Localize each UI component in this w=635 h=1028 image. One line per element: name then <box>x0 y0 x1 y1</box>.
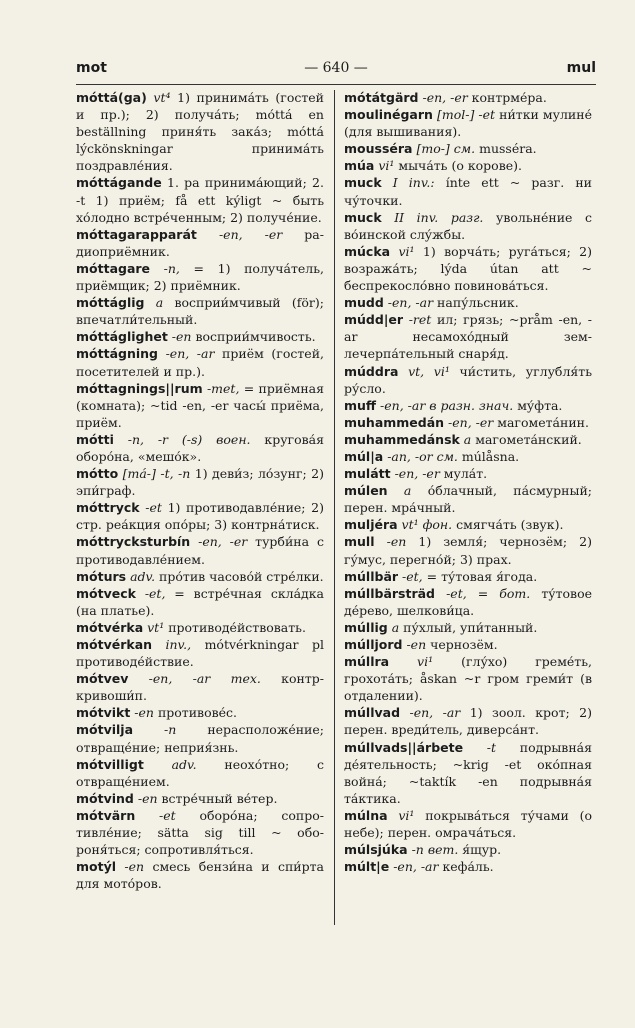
entry-headword: múlt|e <box>344 859 390 875</box>
dictionary-entry <box>344 397 592 414</box>
entry-definition: смягча́ть (звук). <box>452 517 564 533</box>
entry-definition: нерасположе́ние; отвраще́ние; неприя́знь. <box>76 722 324 755</box>
entry-definition: контркривоши́п. <box>76 671 325 704</box>
entry-headword: móttagare <box>76 260 151 276</box>
entry-grammar: -met, = <box>202 380 255 396</box>
entry-grammar: -en, -ar <box>389 859 439 875</box>
entry-headword: moulinégarn <box>344 107 433 123</box>
entry-headword: móttáglig <box>76 295 145 311</box>
dictionary-entry <box>76 380 324 431</box>
entry-grammar: -en <box>130 705 154 721</box>
entry-headword: múlljord <box>344 637 403 652</box>
entry-definition: контрме́ра. <box>467 90 547 105</box>
dictionary-entry <box>76 533 324 567</box>
entry-grammar: -n вет. <box>407 842 459 858</box>
entry-grammar: I inv.: <box>381 175 435 191</box>
entry-grammar: adv. <box>126 568 156 584</box>
dictionary-entry <box>344 636 592 653</box>
dictionary-entry <box>344 739 592 807</box>
entry-grammar: -et, = <box>135 585 185 601</box>
entry-definition: смесь бензи́на и спи́рта для мото́ров. <box>76 859 324 892</box>
entry-headword: múllbär <box>344 568 399 584</box>
entry-grammar: -en, -er <box>444 414 494 430</box>
entry-definition: встре́чная скла́дка (на платье). <box>76 585 324 618</box>
entry-definition: противове́с. <box>153 705 238 721</box>
entry-headword: múlna <box>344 807 388 823</box>
entry-grammar: a <box>387 619 400 635</box>
entry-grammar: -an, -or см. <box>383 448 458 464</box>
dictionary-entry <box>344 841 592 858</box>
entry-definition: магомета́нин. <box>493 414 589 430</box>
dictionary-entry <box>344 414 592 431</box>
entry-grammar: a <box>459 431 472 447</box>
entry-headword: móttagnings||rum <box>76 380 203 396</box>
entry-headword: múllig <box>344 619 388 635</box>
entry-grammar: vi¹ <box>390 243 415 259</box>
entry-headword: mull <box>344 534 375 550</box>
entry-headword: mótti <box>76 431 114 447</box>
entry-definition: восприи́мчивый (för); впечатли́тельный. <box>76 295 324 328</box>
entry-grammar: vt⁴ <box>146 90 171 105</box>
entry-definition: мыча́ть (о корове). <box>394 158 522 174</box>
entry-headword: mótvérka <box>76 619 144 635</box>
dictionary-entry <box>76 226 324 260</box>
entry-definition: mótvérkningar pl противоде́йствие. <box>76 637 324 670</box>
entry-headword: muff <box>344 397 377 413</box>
entry-headword: móturs <box>76 568 127 584</box>
entry-headword: múllra <box>344 654 390 670</box>
entry-definition: 1) ворча́ть; руга́ться; 2) возража́ть; lýda útan att ~ беспрекосло́вно повинова́ться. <box>344 243 592 294</box>
entry-definition: восприи́мчивость. <box>191 329 316 345</box>
entry-grammar: a <box>387 483 412 499</box>
dictionary-entry <box>76 499 324 533</box>
entry-grammar: -en, -ar тех. <box>128 671 261 687</box>
entry-grammar: II inv. разг. <box>381 209 484 225</box>
entry-grammar: -en <box>402 637 427 652</box>
entry-definition: 1) противодавле́ние; 2) стр. реа́кция опо́ры; 3) контрна́тиск. <box>76 500 325 533</box>
entry-headword: múllvads||árbete <box>344 739 464 755</box>
dictionary-entry <box>76 807 324 858</box>
entry-grammar: -en <box>133 790 158 806</box>
entry-grammar: -t <box>463 739 497 755</box>
dictionary-entry <box>344 858 592 875</box>
entry-grammar: -en, -ar <box>157 346 215 362</box>
entry-definition: 1) земля́; чернозём; 2) гу́мус, перегно́й; 3) прах. <box>344 534 592 567</box>
entry-headword: móttagarapparát <box>76 226 197 242</box>
dictionary-entry <box>344 174 592 208</box>
dictionary-entry <box>76 294 324 328</box>
entry-definition: 1. ра принима́ющий; 2. -t 1) приём; få ett kýligt ~ быть хо́лодно встре́ченным; 2) получе́ние. <box>76 175 324 225</box>
entry-grammar: -en, -ar <box>400 705 461 721</box>
entry-headword: mudd <box>344 295 384 311</box>
header-rule <box>76 84 596 85</box>
dictionary-entry <box>76 704 324 721</box>
entry-definition: приёмная (комната); ~tid -en, -er часы́ приёма, приём. <box>76 380 324 430</box>
running-header <box>76 60 596 82</box>
entry-grammar: -en, -er <box>390 466 440 482</box>
dictionary-entry <box>76 790 324 807</box>
dictionary-entry <box>344 243 592 294</box>
entry-grammar: vi¹ <box>389 654 434 670</box>
entry-headword: muhammedán <box>344 414 445 430</box>
entry-headword: motýl <box>76 859 117 875</box>
entry-headword: muljéra <box>344 517 398 533</box>
entry-definition: ил; грязь; ~pråm -en, -ar несамохо́дный землечерпа́тельный снаря́д. <box>344 312 592 362</box>
dictionary-entry <box>344 516 592 533</box>
dictionary-entry <box>76 328 324 345</box>
entry-definition: неохо́тно; с отвраще́нием. <box>76 756 324 789</box>
dictionary-entry <box>76 345 324 379</box>
entry-grammar: -et, = <box>398 568 438 584</box>
entry-headword: múa <box>344 158 375 174</box>
entry-headword: múllvad <box>344 705 401 721</box>
entry-headword: muck <box>344 209 382 225</box>
dictionary-entry <box>344 363 592 397</box>
dictionary-entry <box>344 140 592 157</box>
dictionary-entry <box>344 89 592 106</box>
entry-headword: múdd|er <box>344 312 404 328</box>
entry-grammar: [má-] -t, -n <box>118 466 191 482</box>
dictionary-entry <box>344 431 592 448</box>
entry-definition: кефа́ль. <box>438 859 494 875</box>
entry-grammar: -en, -ar в разн. знач. <box>376 397 514 413</box>
entry-grammar: -n, -r (-s) воен. <box>113 431 251 447</box>
entry-grammar: vt¹ фон. <box>397 517 453 533</box>
entry-grammar: vi¹ <box>387 807 415 823</box>
page-number: — 640 — <box>304 60 368 76</box>
entry-headword: mótátgärd <box>344 90 419 105</box>
dictionary-entry <box>76 636 324 670</box>
entry-grammar: inv., <box>152 637 192 652</box>
entry-definition: чи́стить, углубля́ть ру́сло. <box>344 363 592 396</box>
entry-grammar: -ret <box>403 312 432 328</box>
dictionary-entry <box>344 807 592 841</box>
entry-grammar: -n, = <box>150 260 205 276</box>
entry-grammar: [mo-] см. <box>412 141 476 157</box>
entry-headword: muck <box>344 175 382 191</box>
entry-definition: му́фта. <box>513 397 563 413</box>
entry-definition: 1) деви́з; ло́зунг; 2) эпи́граф. <box>76 466 324 499</box>
entry-headword: múddra <box>344 363 399 379</box>
dictionary-entry <box>76 670 324 704</box>
entry-definition: ту́товая я́года. <box>437 568 538 584</box>
entry-headword: muhammedánsk <box>344 431 460 447</box>
dictionary-entry <box>76 465 324 499</box>
entry-headword: móttáglighet <box>76 329 168 345</box>
entry-definition: про́тив часово́й стре́лки. <box>155 568 324 584</box>
entry-grammar: -et <box>139 500 162 516</box>
entry-grammar: -n <box>133 722 177 738</box>
entry-definition: 1) принима́ть (гостей и пр.); 2) получа́ть; mо́ttá en beställning приня́ть зака́з; móttá lýckönskningar принима́ть поздравле́ния. <box>76 90 324 174</box>
entry-definition: подрывна́я де́ятельность; ~krig -et око́пная война́; ~taktík -en подрывна́я та́ктика. <box>344 739 592 806</box>
entry-headword: móttágande <box>76 175 162 191</box>
entry-definition: múlåsna. <box>457 448 520 464</box>
entry-grammar: -et <box>135 807 176 823</box>
entry-definition: (глу́хо) греме́ть, грохота́ть; åskan ~r гром греми́т (в отдалении). <box>344 654 593 704</box>
entry-grammar: adv. <box>143 756 197 772</box>
dictionary-entry <box>76 89 324 174</box>
entry-headword: móttágning <box>76 346 158 362</box>
dictionary-entry <box>344 653 592 704</box>
entry-grammar: -en, -ar <box>383 295 434 311</box>
entry-grammar: -en, -er <box>196 226 283 242</box>
entry-headword: mótvev <box>76 671 129 687</box>
entry-definition: 1) зоол. крот; 2) перен. вреди́тель, диверса́нт. <box>344 705 592 738</box>
entry-definition: приём (гостей, посетителей и пр.). <box>76 346 324 379</box>
entry-definition: я́щур. <box>458 842 502 858</box>
entry-grammar: -en <box>116 859 145 875</box>
entry-definition: кругова́я оборо́на, «мешо́к». <box>76 431 325 464</box>
header-right-guide-word: mul <box>566 60 596 76</box>
dictionary-entry <box>344 482 592 516</box>
dictionary-entry <box>344 157 592 174</box>
dictionary-entry <box>76 585 324 619</box>
entry-grammar: -en, -er <box>190 534 248 550</box>
dictionary-entry <box>344 568 592 585</box>
entry-definition: мула́т. <box>439 466 488 482</box>
entry-definition: ни́тки мулине́ (для вышивания). <box>344 107 592 140</box>
entry-headword: mótvérkan <box>76 637 153 652</box>
dictionary-entry <box>76 260 324 294</box>
entry-headword: mótvärn <box>76 807 136 823</box>
entry-grammar: -en, -er <box>418 90 468 105</box>
dictionary-entry <box>344 311 592 362</box>
entry-definition: увольне́ние с во́инской слу́жбы. <box>344 209 592 242</box>
entry-definition: напу́льсник. <box>433 295 519 311</box>
entry-definition: ínte ett ~ разг. ни чу́точки. <box>344 175 592 208</box>
dictionary-entry <box>344 465 592 482</box>
entry-headword: mótvilligt <box>76 756 144 772</box>
dictionary-entry <box>76 568 324 585</box>
dictionary-entry <box>344 704 592 738</box>
entry-headword: mótvind <box>76 790 134 806</box>
dictionary-entry <box>344 106 592 140</box>
entry-headword: móttá(ga) <box>76 90 147 105</box>
entry-headword: móttryck <box>76 500 140 516</box>
dictionary-entry <box>344 294 592 311</box>
entry-grammar: -en <box>374 534 407 550</box>
entry-headword: mótvikt <box>76 705 131 721</box>
entry-definition: ту́товое де́рево, шелкови́ца. <box>344 585 592 618</box>
dictionary-entry <box>344 619 592 636</box>
entry-grammar: vt, vi¹ <box>398 363 450 379</box>
entry-headword: mousséra <box>344 141 413 157</box>
entry-definition: турби́на с противодавле́нием. <box>76 534 324 567</box>
entry-headword: múlen <box>344 483 388 499</box>
entry-definition: противоде́йствовать. <box>164 619 306 635</box>
entry-headword: mótveck <box>76 585 136 601</box>
entry-headword: múl|a <box>344 448 384 464</box>
entry-grammar: vt¹ <box>143 619 165 635</box>
dictionary-entry <box>76 858 324 892</box>
right-column <box>344 89 592 875</box>
entry-headword: mótto <box>76 466 119 482</box>
entry-grammar: [mol-] -et <box>432 107 496 123</box>
dictionary-entry <box>344 533 592 567</box>
entry-headword: múcka <box>344 243 391 259</box>
dictionary-entry <box>76 721 324 755</box>
entry-definition: чернозём. <box>426 637 498 652</box>
dictionary-entry <box>344 448 592 465</box>
dictionary-entry <box>76 174 324 225</box>
entry-headword: mótvilja <box>76 722 134 738</box>
column-divider <box>334 90 335 925</box>
header-left-guide-word: mot <box>76 60 107 76</box>
entry-definition: покрыва́ться ту́чами (о небе); перен. омрача́ться. <box>344 807 592 841</box>
dictionary-entry <box>76 756 324 790</box>
entry-headword: múlsjúka <box>344 842 408 858</box>
dictionary-entry <box>344 585 592 619</box>
entry-definition: встре́чный ве́тер. <box>157 790 278 806</box>
entry-grammar: -et, = бот. <box>435 585 531 601</box>
entry-headword: móttrycksturbín <box>76 534 191 550</box>
entry-definition: 1) получа́тель, приёмщик; 2) приёмник. <box>76 260 324 294</box>
entry-headword: mulátt <box>344 466 391 482</box>
entry-definition: оборо́на; сопротивле́ние; sätta sig till ~ обороня́ться; сопротивля́ться. <box>76 807 324 858</box>
dictionary-entry <box>76 431 324 465</box>
entry-definition: магомета́нский. <box>471 431 582 447</box>
entry-grammar: a <box>144 295 164 311</box>
entry-headword: múllbärsträd <box>344 585 436 601</box>
entry-grammar: vi¹ <box>374 158 395 174</box>
dictionary-entry <box>344 209 592 243</box>
entry-definition: musséra. <box>475 141 537 157</box>
dictionary-entry <box>76 619 324 636</box>
entry-definition: пу́хлый, упи́танный. <box>399 619 538 635</box>
entry-definition: о́блачный, па́смурный; перен. мра́чный. <box>344 483 592 516</box>
entry-definition: радиоприёмник. <box>76 226 324 259</box>
entry-grammar: -en <box>167 329 192 345</box>
left-column <box>76 89 324 892</box>
